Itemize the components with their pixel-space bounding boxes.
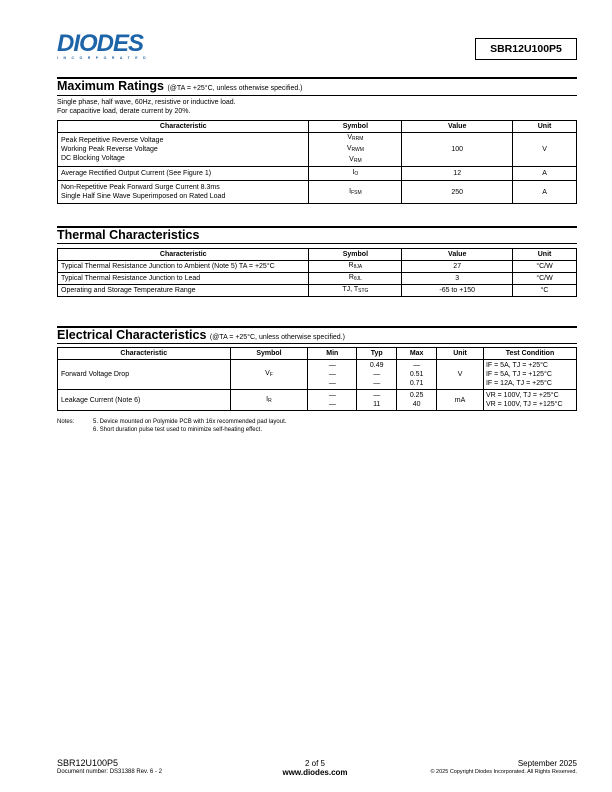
max-ratings-table xyxy=(57,120,577,204)
footer-center: 2 of 5 www.diodes.com xyxy=(282,759,348,777)
column-header: Value xyxy=(402,249,513,261)
column-header: Test Condition xyxy=(483,348,576,360)
thermal-heading: Thermal Characteristics xyxy=(57,228,200,242)
section-rule xyxy=(57,95,577,96)
column-header: Unit xyxy=(437,348,484,360)
column-header: Characteristic xyxy=(58,249,309,261)
table-row: Peak Repetitive Reverse Voltage Working Peak Reverse Voltage DC Blocking Voltage $V_{RRM}$ $V_{RWM}$ $V_{RM}$ 100 V xyxy=(58,133,577,167)
column-header: Typ xyxy=(357,348,397,360)
column-header: Characteristic xyxy=(58,348,231,360)
table-row: Typical Thermal Resistance Junction to Ambient (Note 5) TA = +25°C $R_{\theta JA}$ 27 °C/W xyxy=(58,261,577,273)
column-header: Unit xyxy=(513,249,577,261)
notes: Notes: 5. Device mounted on Polymide PCB with 16x recommended pad layout. 6. Short duration pulse test used to minimize self-heating effect. xyxy=(57,419,287,433)
table-row: Typical Thermal Resistance Junction to Lead $R_{\theta JL}$ 3 °C/W xyxy=(58,273,577,285)
electrical-heading: Electrical Characteristics (@TA = +25°C, unless otherwise specified.) xyxy=(57,328,345,342)
table-row: Forward Voltage Drop $V_F$ — — — 0.49 — — — 0.51 0.71 V IF = 5A, TJ = +25°C IF = 5A, TJ = +125°C IF = 12A, TJ = +25°C xyxy=(58,360,577,390)
table-row: Leakage Current (Note 6) $I_R$ — — — 11 0.25 40 mA VR = 100V, TJ = +25°C VR = 100V, TJ = +125°C xyxy=(58,390,577,411)
table-row: Average Rectified Output Current (See Figure 1) $I_O$ 12 A xyxy=(58,167,577,181)
table-header-row xyxy=(58,348,577,360)
diodes-website-link[interactable]: www.diodes.com xyxy=(282,768,348,777)
column-header: Unit xyxy=(513,121,577,133)
diodes-logo: DIODES INCORPORATED xyxy=(57,30,152,60)
section-rule xyxy=(57,343,577,344)
electrical-table xyxy=(57,347,577,411)
table-row: Operating and Storage Temperature Range TJ, $T_{STG}$ -65 to +150 °C xyxy=(58,285,577,297)
table-row: Non-Repetitive Peak Forward Surge Current 8.3ms Single Half Sine Wave Superimposed on Rated Load $I_{FSM}$ 250 A xyxy=(58,181,577,204)
table-header-row xyxy=(58,249,577,261)
column-header: Symbol xyxy=(230,348,308,360)
column-header: Symbol xyxy=(309,249,402,261)
max-ratings-notes: Single phase, half wave, 60Hz, resistive or inductive load. For capacitive load, derate current by 20%. xyxy=(57,99,236,115)
column-header: Min xyxy=(308,348,357,360)
section-rule xyxy=(57,243,577,244)
thermal-table xyxy=(57,248,577,297)
table-header-row xyxy=(58,121,577,133)
column-header: Value xyxy=(402,121,513,133)
max-ratings-heading: Maximum Ratings (@TA = +25°C, unless otherwise specified.) xyxy=(57,79,303,93)
column-header: Max xyxy=(397,348,437,360)
column-header: Characteristic xyxy=(58,121,309,133)
part-number-box: SBR12U100P5 xyxy=(475,38,577,60)
footer-right: September 2025 © 2025 Copyright Diodes Incorporated. All Rights Reserved. xyxy=(430,759,577,775)
footer-left: SBR12U100P5 Document number: DS31388 Rev. 6 - 2 xyxy=(57,758,162,775)
column-header: Symbol xyxy=(309,121,402,133)
